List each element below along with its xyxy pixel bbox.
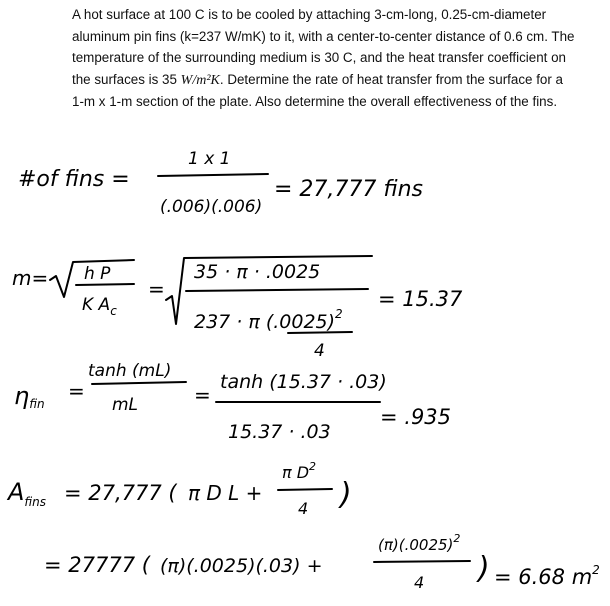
m-big-denominator: 237 · π $(.0025)^2$: [194, 307, 343, 333]
eta-numerator-2: tanh (15.37 · .03): [220, 371, 387, 393]
num-fins-numerator: 1 x 1: [188, 149, 231, 169]
eta-fraction-bar-1: [92, 382, 186, 384]
m-big-numerator: 35 · π · .0025: [194, 261, 321, 283]
eta-symbol: ηfin: [14, 382, 45, 411]
afins-line2-fraction-bar: [374, 561, 470, 562]
afins-line2-close: ): [478, 551, 490, 586]
problem-text-part2: . Determine the rate of heat transfer from the surface for a 1-m x 1-m section of the plate. Also determine the overall effectiveness of the fins.: [72, 71, 563, 110]
m-result: = 15.37: [378, 287, 463, 311]
afins-line2-prefix: = 27777 (: [44, 553, 150, 577]
afins-line2-result: = 6.68 $m^2$: [494, 563, 600, 589]
num-fins-fraction-bar: [158, 174, 268, 176]
m-equals: =: [148, 277, 165, 301]
eta-numerator-1: tanh (mL): [88, 361, 172, 381]
eta-denominator-2: 15.37 · .03: [228, 421, 331, 443]
num-fins-result: = 27,777 fins: [274, 177, 424, 202]
num-fins-label: #of fins =: [18, 167, 130, 192]
m-label: m=: [12, 266, 49, 290]
num-fins-denominator: (.006)(.006): [160, 197, 263, 217]
m-inner-fraction-bar: [288, 332, 352, 333]
problem-unit: W/m²K: [180, 72, 220, 88]
afins-line1-frac-numerator: π $D^2$: [282, 460, 317, 482]
afins-line1-prefix: = 27,777 (: [64, 481, 177, 505]
m-sqrt-denominator: K $A_c$: [82, 295, 117, 318]
eta-denominator-1: mL: [112, 395, 139, 415]
afins-line1-fraction-bar: [278, 489, 332, 490]
eta-result: = .935: [380, 405, 452, 429]
m-big-fraction-bar: [186, 289, 368, 291]
afins-line1-close: ): [340, 477, 352, 512]
m-sqrt-fraction-bar: [76, 284, 134, 285]
eta-equals-2: =: [194, 383, 211, 407]
afins-line1-term: π D L +: [188, 481, 263, 505]
m-sqrt-numerator: h P: [84, 264, 111, 284]
afins-line2-frac-denominator: 4: [414, 573, 425, 592]
eta-equals-1: =: [68, 379, 85, 403]
afins-line2-term: (π)(.0025)(.03) +: [160, 555, 323, 577]
afins-line1-frac-denominator: 4: [298, 499, 309, 518]
afins-symbol: $A_{fins}$: [8, 478, 47, 509]
m-inner-denominator: 4: [314, 341, 325, 361]
afins-line2-frac-numerator: $(\pi)(.0025)^2$: [378, 532, 461, 554]
problem-text-part1: A hot surface at 100 C is to be cooled by attaching 3-cm-long, 0.25-cm-diameter aluminum pin fins (k=237 W/mK) to it, with a center-to-center distance of 0.6 cm. The temperature of the surrounding medium is 30 C, and the heat transfer coefficient on the surfaces is 35: [72, 7, 575, 87]
